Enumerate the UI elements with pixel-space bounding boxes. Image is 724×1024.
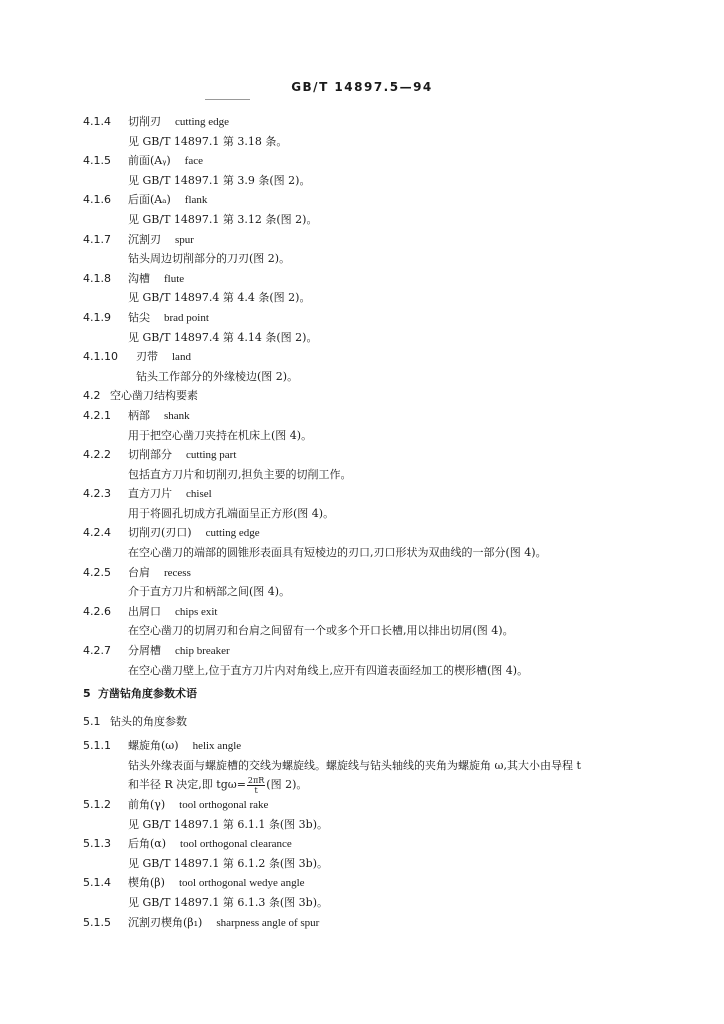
term-definition: 见 GB/T 14897.1 第 6.1.1 条(图 3b)。 bbox=[128, 817, 328, 831]
term-entry bbox=[0, 269, 724, 289]
chapter-title: 方凿钻角度参数术语 bbox=[98, 687, 197, 701]
term-definition: 包括直方刀片和切削刃,担负主要的切削工作。 bbox=[128, 467, 352, 481]
term-entry bbox=[0, 151, 724, 171]
term-text: 直方刀片 chisel bbox=[128, 487, 212, 501]
term-definition: 见 GB/T 14897.1 第 3.12 条(图 2)。 bbox=[128, 212, 318, 226]
term-english: spur bbox=[175, 233, 194, 246]
term-entry bbox=[0, 602, 724, 622]
clause-number: 4.2.2 bbox=[83, 448, 111, 462]
clause-number: 4.2.5 bbox=[83, 565, 111, 579]
section-title: 空心凿刀结构要素 bbox=[110, 389, 198, 403]
term-entry bbox=[0, 406, 724, 426]
clause-number: 4.1.9 bbox=[83, 310, 111, 324]
term-definition: 钻头外缘表面与螺旋槽的交线为螺旋线。螺旋线与钻头轴线的夹角为螺旋角 ω,其大小由导程 t bbox=[128, 758, 581, 772]
term-text: 后面(Aₐ) flank bbox=[128, 193, 208, 207]
term-entry bbox=[0, 795, 724, 815]
term-text: 柄部 shank bbox=[128, 408, 190, 422]
term-entry bbox=[0, 347, 724, 367]
term-definition-formula: 和半径 R 决定,即 tgω= $\frac{2\pi R}{t}$ (图 2)。 bbox=[128, 775, 308, 795]
term-english: flute bbox=[164, 272, 185, 285]
term-english: shank bbox=[164, 409, 190, 422]
term-text: 钻尖 brad point bbox=[128, 310, 209, 324]
clause-number: 5.1.1 bbox=[83, 739, 111, 753]
term-definition: 见 GB/T 14897.1 第 3.9 条(图 2)。 bbox=[128, 173, 311, 187]
term-entry bbox=[0, 112, 724, 132]
term-entry bbox=[0, 641, 724, 661]
term-text: 出屑口 chips exit bbox=[128, 604, 218, 618]
term-english: cutting edge bbox=[205, 527, 260, 540]
clause-number: 4.2.3 bbox=[83, 487, 111, 501]
term-definition: 钻头工作部分的外缘棱边(图 2)。 bbox=[136, 369, 299, 383]
term-definition: 钻头周边切削部分的刀刃(图 2)。 bbox=[128, 252, 291, 266]
standard-header: GB/T 14897.5—94 bbox=[291, 80, 433, 94]
term-english: chip breaker bbox=[175, 645, 230, 658]
term-entry bbox=[0, 523, 724, 543]
term-text: 沉割刃 spur bbox=[128, 232, 194, 246]
clause-number: 5.1.3 bbox=[83, 837, 111, 851]
term-definition: 介于直方刀片和柄部之间(图 4)。 bbox=[128, 585, 291, 599]
term-english: flank bbox=[184, 194, 208, 207]
chapter-number: 5 bbox=[83, 687, 91, 701]
term-text: 沟槽 flute bbox=[128, 271, 185, 285]
clause-number: 4.1.6 bbox=[83, 193, 111, 207]
term-entry bbox=[0, 563, 724, 583]
term-english: chisel bbox=[186, 488, 212, 501]
term-definition: 用于将圆孔切成方孔端面呈正方形(图 4)。 bbox=[128, 506, 335, 520]
term-english: tool orthogonal clearance bbox=[180, 838, 292, 851]
section-heading bbox=[0, 708, 724, 736]
term-text: 切削刃 cutting edge bbox=[128, 115, 230, 128]
header-rule bbox=[205, 99, 250, 100]
term-entry bbox=[0, 445, 724, 465]
term-entry bbox=[0, 913, 724, 933]
term-text: 前角(γ) tool orthogonal rake bbox=[128, 798, 269, 811]
section-title: 钻头的角度参数 bbox=[110, 715, 187, 729]
term-english: face bbox=[184, 155, 203, 168]
document-body bbox=[0, 112, 724, 932]
term-english: chips exit bbox=[175, 605, 218, 618]
term-text: 螺旋角(ω) helix angle bbox=[128, 739, 242, 753]
term-entry bbox=[0, 834, 724, 854]
term-english: cutting part bbox=[186, 449, 237, 462]
chapter-heading bbox=[0, 680, 724, 708]
clause-number: 4.1.7 bbox=[83, 232, 111, 246]
term-definition: 在空心凿刀的切屑刃和台肩之间留有一个或多个开口长槽,用以排出切屑(图 4)。 bbox=[128, 624, 514, 638]
clause-number: 4.1.10 bbox=[83, 350, 118, 364]
clause-number: 5.1.2 bbox=[83, 798, 111, 811]
term-english: land bbox=[172, 351, 191, 364]
term-definition: 见 GB/T 14897.1 第 3.18 条。 bbox=[128, 134, 288, 148]
term-english: tool orthogonal rake bbox=[179, 799, 269, 811]
term-entry bbox=[0, 230, 724, 250]
term-definition: 用于把空心凿刀夹持在机床上(图 4)。 bbox=[128, 428, 313, 442]
term-english: cutting edge bbox=[175, 116, 230, 128]
term-text: 刃带 land bbox=[136, 350, 191, 364]
term-english: recess bbox=[164, 566, 191, 579]
clause-number: 4.1.4 bbox=[83, 115, 111, 128]
term-entry bbox=[0, 736, 724, 756]
clause-number: 4.2.1 bbox=[83, 408, 111, 422]
term-english: sharpness angle of spur bbox=[216, 916, 320, 929]
term-entry bbox=[0, 484, 724, 504]
term-text: 切削部分 cutting part bbox=[128, 448, 237, 462]
term-text: 后角(α) tool orthogonal clearance bbox=[128, 837, 292, 851]
term-text: 楔角(β) tool orthogonal wedye angle bbox=[128, 876, 305, 890]
term-text: 台肩 recess bbox=[128, 565, 191, 579]
clause-number: 5.1.5 bbox=[83, 915, 111, 929]
term-english: tool orthogonal wedye angle bbox=[178, 877, 305, 890]
term-definition: 见 GB/T 14897.4 第 4.14 条(图 2)。 bbox=[128, 330, 318, 344]
clause-number: 4.2.6 bbox=[83, 604, 111, 618]
clause-number: 4.1.8 bbox=[83, 271, 111, 285]
term-text: 分屑槽 chip breaker bbox=[128, 644, 230, 658]
clause-number: 4.2.4 bbox=[83, 526, 111, 540]
clause-number: 4.1.5 bbox=[83, 154, 111, 168]
term-text: 切削刃(刃口) cutting edge bbox=[128, 526, 260, 540]
formula-fraction: $\frac{2\pi R}{t}$ bbox=[247, 775, 265, 795]
term-english: helix angle bbox=[192, 740, 242, 753]
clause-number: 4.2.7 bbox=[83, 644, 111, 658]
term-definition: 见 GB/T 14897.1 第 6.1.2 条(图 3b)。 bbox=[128, 856, 328, 870]
term-text: 沉割刃楔角(β₁) sharpness angle of spur bbox=[128, 915, 320, 929]
term-entry bbox=[0, 190, 724, 210]
clause-number: 5.1.4 bbox=[83, 876, 111, 890]
term-definition: 见 GB/T 14897.4 第 4.4 条(图 2)。 bbox=[128, 291, 311, 305]
section-heading bbox=[0, 386, 724, 406]
term-definition: 在空心凿刀的端部的圆锥形表面具有短棱边的刃口,刃口形状为双曲线的一部分(图 4)。 bbox=[128, 546, 547, 560]
term-definition: 在空心凿刀壁上,位于直方刀片内对角线上,应开有四道表面经加工的楔形槽(图 4)。 bbox=[128, 663, 529, 677]
clause-number: 5.1 bbox=[83, 715, 101, 729]
term-english: brad point bbox=[164, 311, 209, 324]
clause-number: 4.2 bbox=[83, 389, 101, 403]
term-entry bbox=[0, 308, 724, 328]
term-definition: 见 GB/T 14897.1 第 6.1.3 条(图 3b)。 bbox=[128, 895, 328, 909]
term-entry bbox=[0, 873, 724, 893]
term-text: 前面(Aᵧ) face bbox=[128, 154, 203, 168]
